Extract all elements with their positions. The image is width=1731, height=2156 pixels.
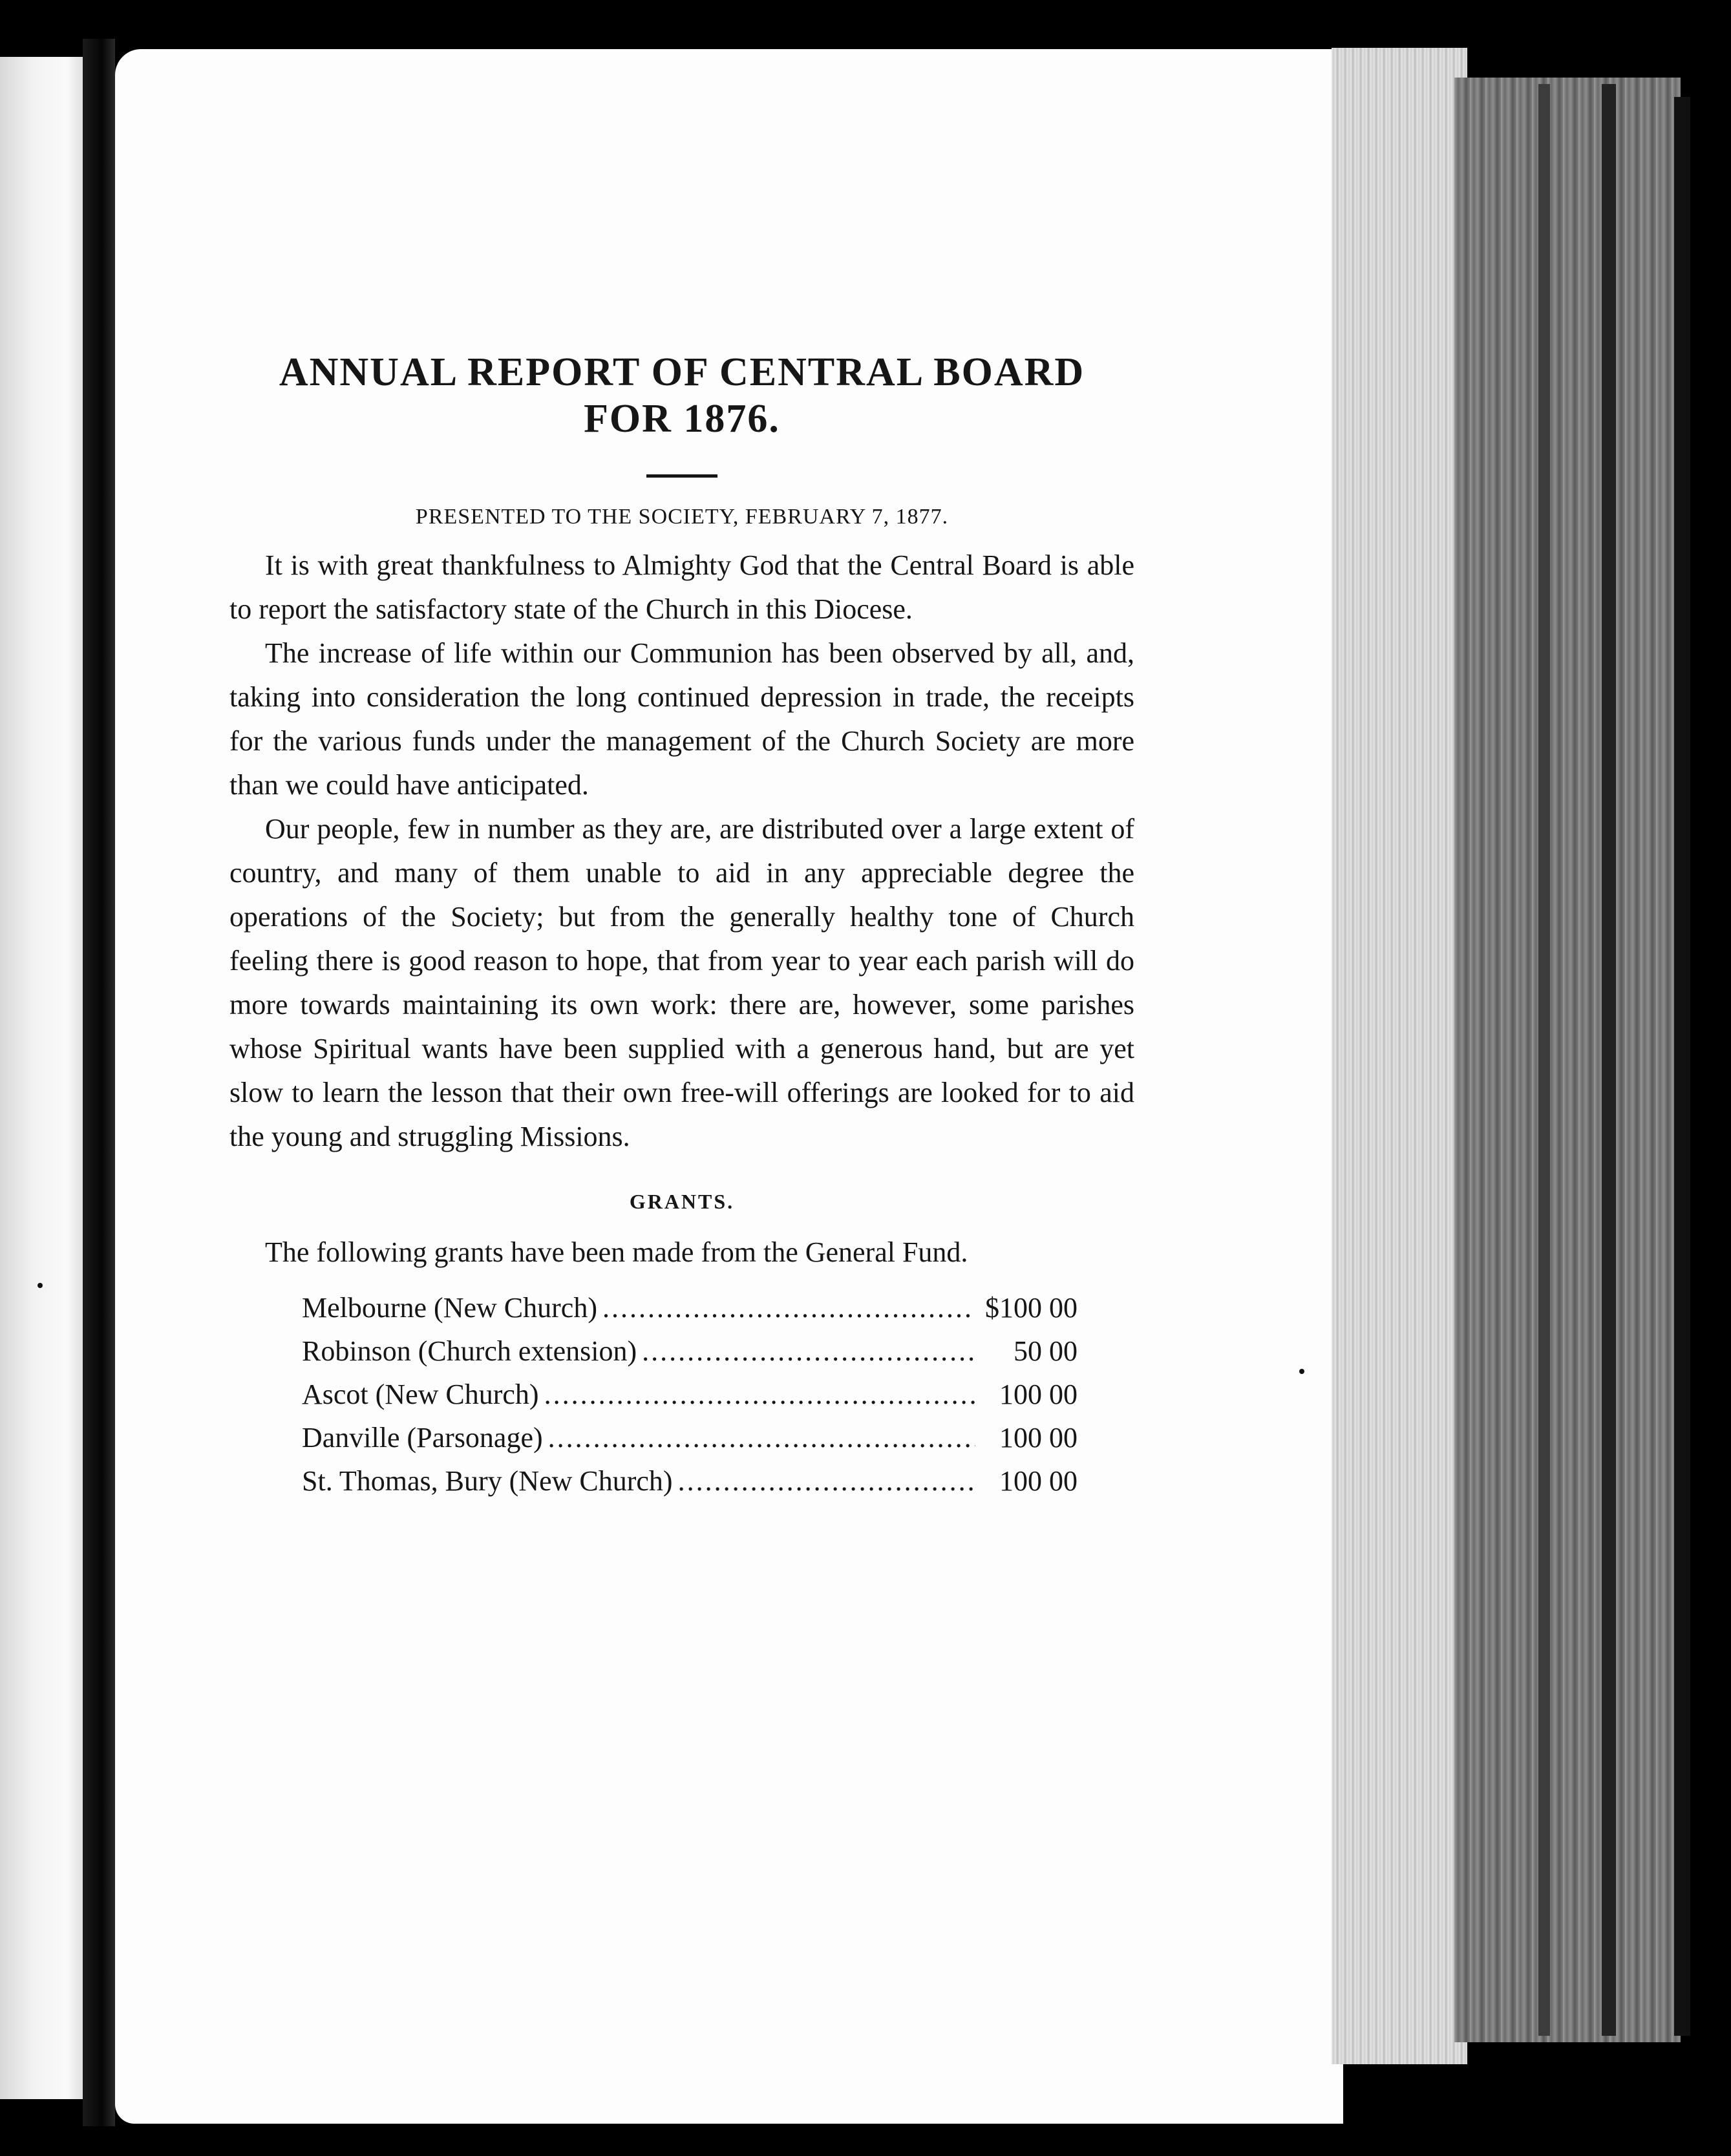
grant-label: Melbourne (New Church) xyxy=(302,1292,597,1324)
grant-label: St. Thomas, Bury (New Church) xyxy=(302,1465,673,1497)
grant-row xyxy=(302,1459,1078,1503)
book-edge-band xyxy=(1538,84,1550,2036)
presented-line: PRESENTED TO THE SOCIETY, FEBRUARY 7, 1877. xyxy=(415,505,949,529)
leader-dots xyxy=(602,1286,975,1329)
report-title xyxy=(229,349,1134,442)
book-edge-shadow xyxy=(1454,78,1681,2042)
leader-dots xyxy=(642,1329,975,1373)
title-rule xyxy=(646,474,717,478)
scan-speck xyxy=(37,1283,43,1288)
paragraph-1: It is with great thankfulness to Almighty God that the Central Board is able to report the satisfactory state of the Church in this Diocese. xyxy=(229,549,1134,625)
book-edge-band xyxy=(1602,84,1616,2036)
grant-amount: 50 00 xyxy=(1014,1335,1078,1367)
book-cover-edge xyxy=(1674,97,1690,2036)
grant-label: Robinson (Church extension) xyxy=(302,1335,637,1367)
grant-label: Danville (Parsonage) xyxy=(302,1422,543,1453)
page-fore-edge xyxy=(1332,48,1467,2064)
book-gutter xyxy=(83,39,115,2126)
grant-row xyxy=(302,1373,1078,1416)
grants-heading: GRANTS. xyxy=(629,1190,735,1213)
leader-dots xyxy=(544,1373,975,1416)
grants-intro: The following grants have been made from the General Fund. xyxy=(265,1236,968,1268)
grant-row xyxy=(302,1416,1078,1459)
left-facing-page xyxy=(0,57,83,2099)
paragraph-3: Our people, few in number as they are, are distributed over a large extent of country, and many of them unable to aid in any appreciable degree the operations of the Society; but from the generally healthy tone of Church feeling there is good reason to hope, that from year to year each parish will do more towards maintaining its own work: there are, however, some parishes whose Spiritual wants have been supplied with a generous hand, but are yet slow to learn the lesson that their own free-will offerings are looked for to aid the young and struggling Missions. xyxy=(229,813,1134,1152)
leader-dots xyxy=(548,1416,975,1459)
paragraph-2: The increase of life within our Communion has been observed by all, and, taking into consideration the long continued depression in trade, the receipts for the various funds under the management of the Church Society are more than we could have anticipated. xyxy=(229,637,1134,801)
grant-row xyxy=(302,1329,1078,1373)
report-title-line-2: FOR 1876. xyxy=(584,397,780,441)
grants-list xyxy=(229,1286,1078,1503)
grant-label: Ascot (New Church) xyxy=(302,1379,539,1410)
report-title-line-1: ANNUAL REPORT OF CENTRAL BOARD xyxy=(279,350,1085,394)
leader-dots xyxy=(678,1459,975,1503)
grant-amount: 100 00 xyxy=(999,1379,1078,1410)
grant-row xyxy=(302,1286,1078,1329)
page-content xyxy=(229,349,1134,1503)
grant-amount: 100 00 xyxy=(999,1465,1078,1497)
grant-amount: $100 00 xyxy=(985,1292,1078,1324)
grant-amount: 100 00 xyxy=(999,1422,1078,1453)
scan-speck xyxy=(1299,1369,1304,1374)
